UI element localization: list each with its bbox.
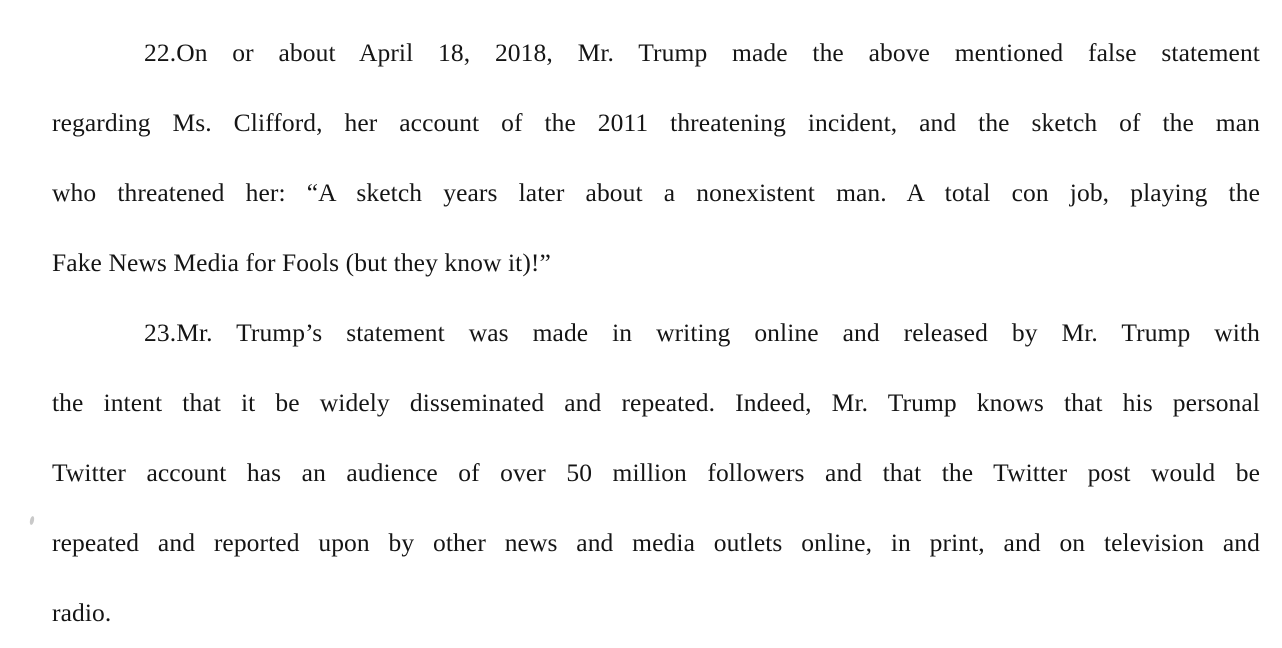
paragraph-23-line-1 xyxy=(52,298,1260,368)
paragraph-22 xyxy=(52,18,1260,298)
paragraph-22-line-4: Fake News Media for Fools (but they know it)!” xyxy=(52,248,551,277)
document-body xyxy=(52,18,1260,648)
paragraph-23-line-5: radio. xyxy=(52,598,112,627)
paragraph-22-line-1 xyxy=(52,18,1260,88)
paragraph-22-line-2: regarding Ms. Clifford, her account of the 2011 threatening incident, and the sketch of the man xyxy=(52,108,1260,137)
paragraph-22-number: 22. xyxy=(144,38,177,67)
paragraph-23-line-1-text: Mr. Trump’s statement was made in writing online and released by Mr. Trump with xyxy=(176,318,1260,347)
paragraph-23-line-3: Twitter account has an audience of over 50 million followers and that the Twitter post would be xyxy=(52,458,1260,487)
paragraph-22-line-1-text: On or about April 18, 2018, Mr. Trump made the above mentioned false statement xyxy=(176,38,1260,67)
page-artifact-speck xyxy=(29,516,35,526)
paragraph-23-line-4: repeated and reported upon by other news and media outlets online, in print, and on television and xyxy=(52,528,1260,557)
paragraph-23 xyxy=(52,298,1260,648)
paragraph-23-number: 23. xyxy=(144,318,177,347)
paragraph-22-line-3: who threatened her: “A sketch years later about a nonexistent man. A total con job, playing the xyxy=(52,178,1260,207)
paragraph-23-line-2: the intent that it be widely disseminated and repeated. Indeed, Mr. Trump knows that his personal xyxy=(52,388,1260,417)
